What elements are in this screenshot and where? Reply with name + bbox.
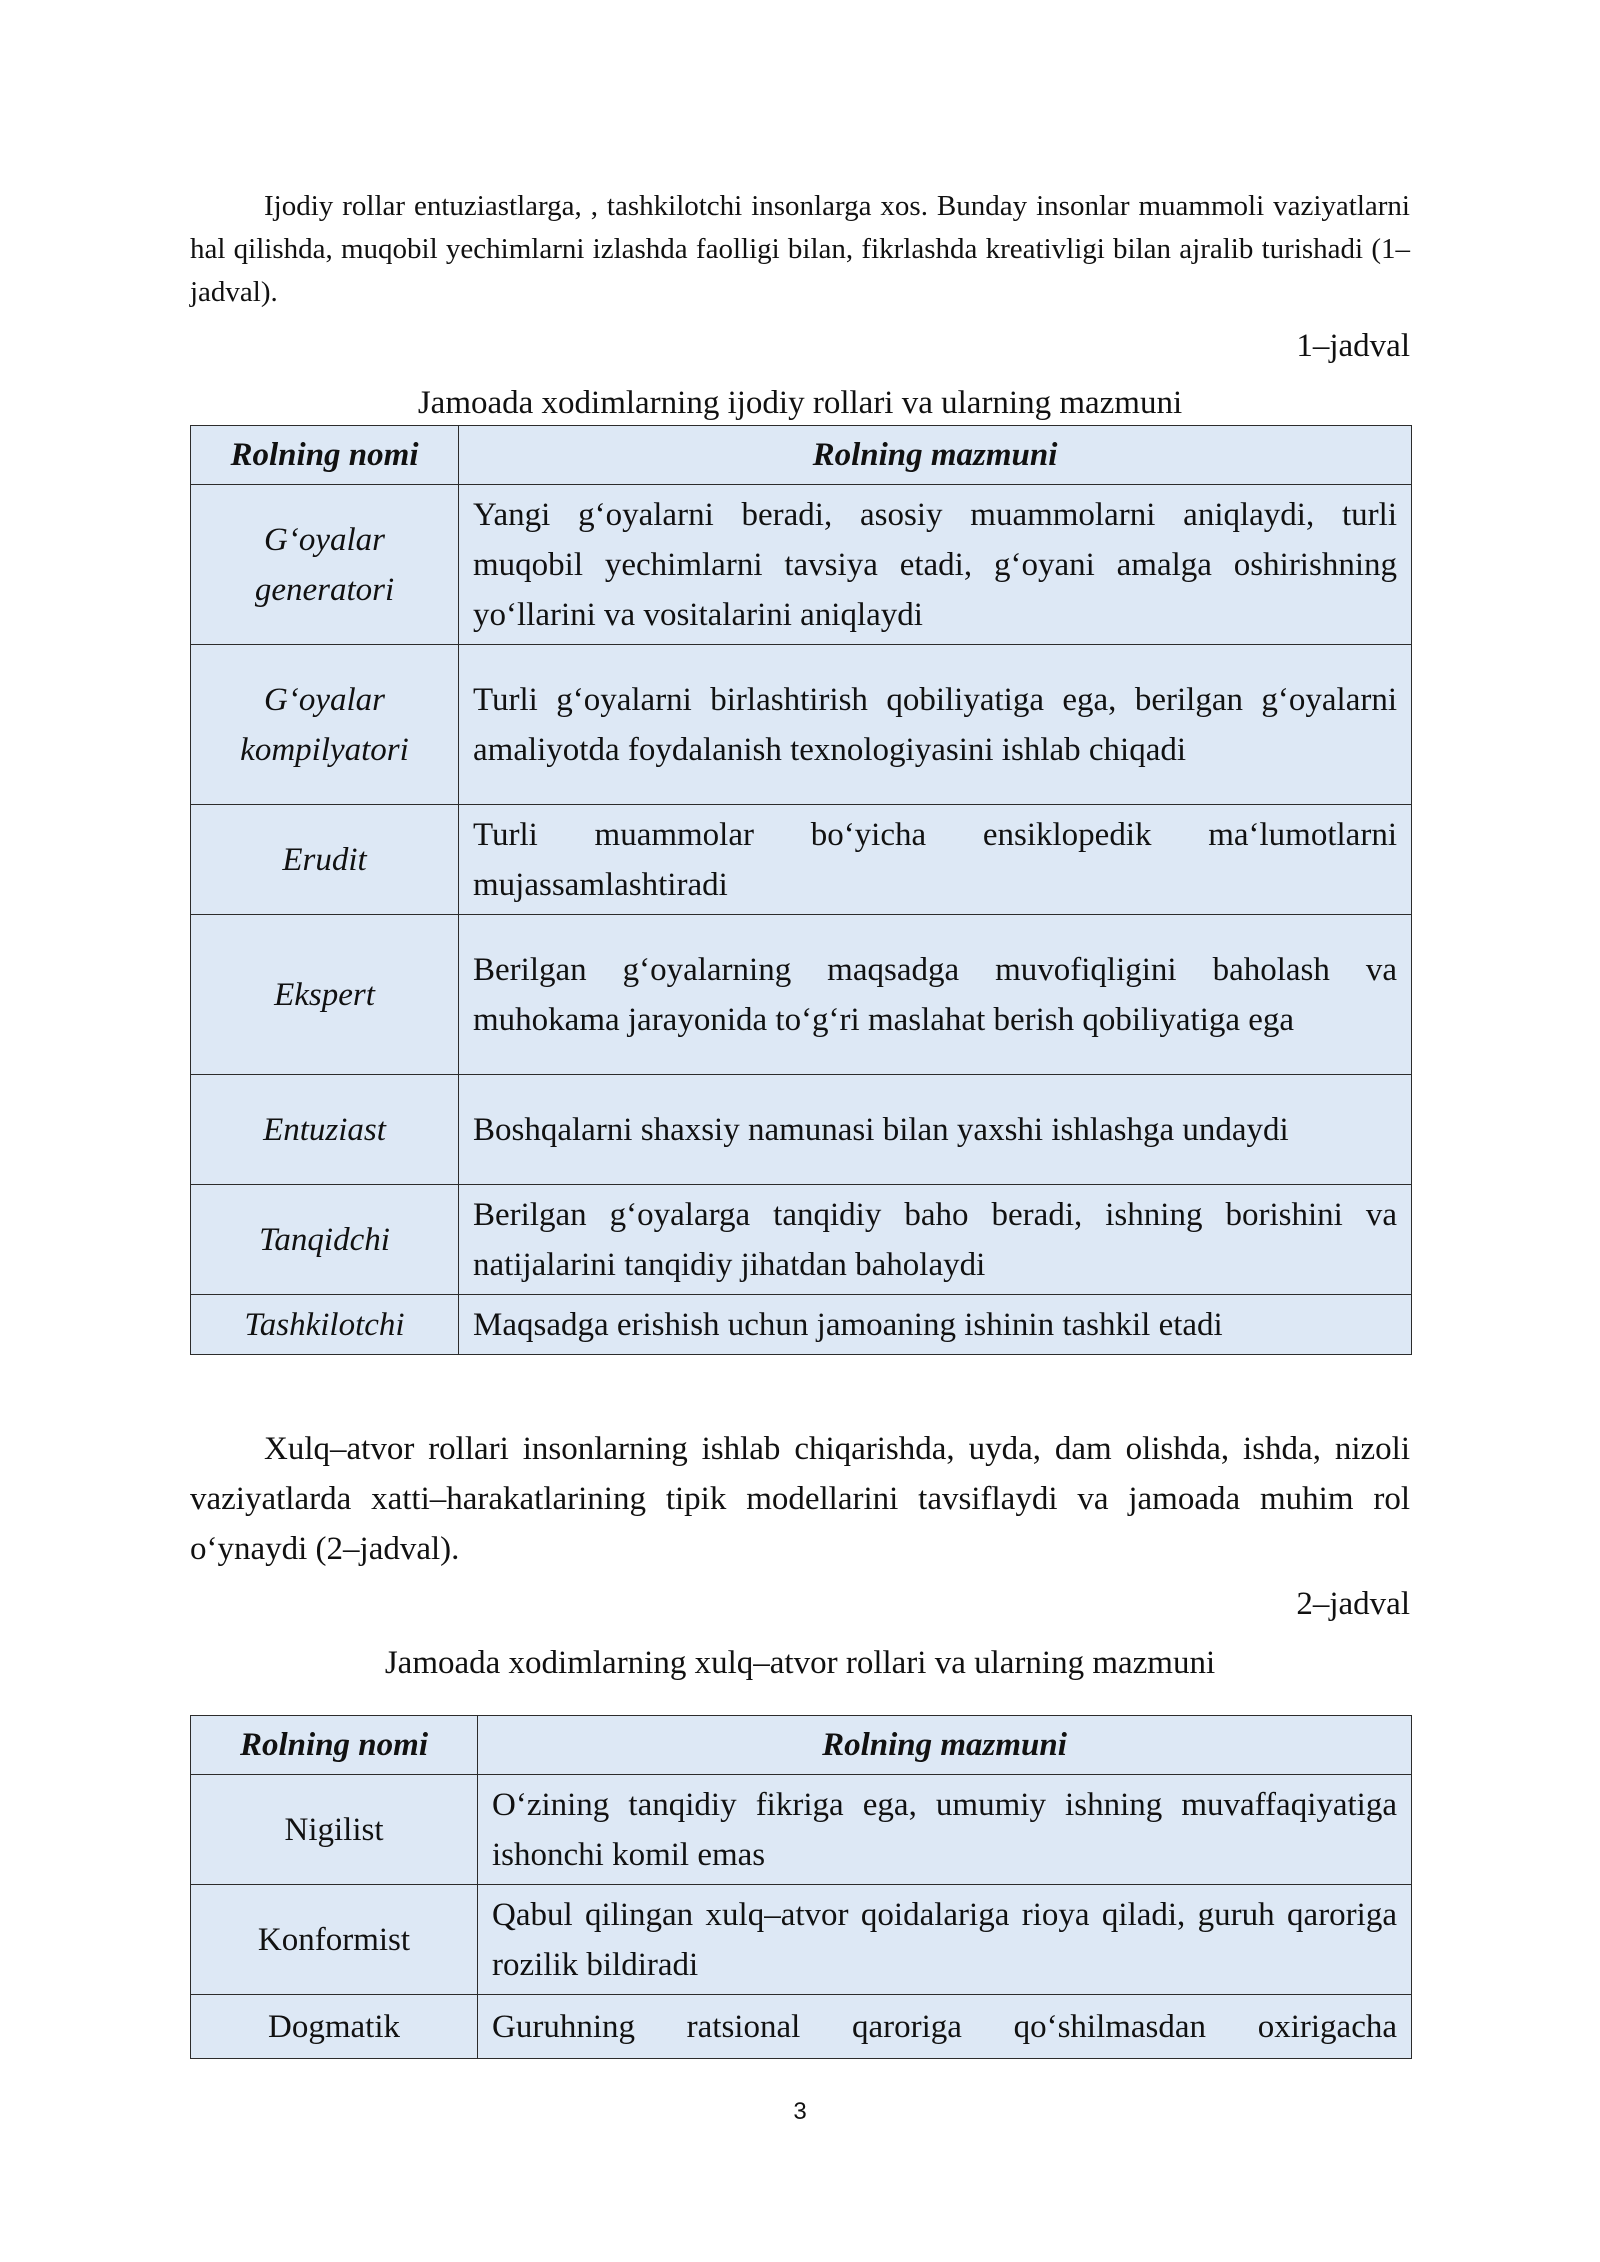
table1-header-name: Rolning nomi <box>191 426 459 485</box>
table2-header-row <box>191 1716 1412 1775</box>
role-content: Yangi g‘oyalarni beradi, asosiy muammolarni aniqlaydi, turli muqobil yechimlarni tavsiya etadi, g‘oyani amalga oshirishning yo‘llarini va vositalarini aniqlaydi <box>459 485 1412 645</box>
table1-header-content: Rolning mazmuni <box>459 426 1412 485</box>
table2 <box>190 1715 1412 2059</box>
role-content: Berilgan g‘oyalarga tanqidiy baho beradi, ishning borishini va natijalarini tanqidiy jihatdan baholaydi <box>459 1185 1412 1295</box>
table-row <box>191 1185 1412 1295</box>
table-row <box>191 1075 1412 1185</box>
role-name: Entuziast <box>191 1075 459 1185</box>
table-row <box>191 1995 1412 2059</box>
role-content: Turli g‘oyalarni birlashtirish qobiliyatiga ega, berilgan g‘oyalarni amaliyotda foydalanish texnologiyasini ishlab chiqadi <box>459 645 1412 805</box>
role-content: Berilgan g‘oyalarning maqsadga muvofiqligini baholash va muhokama jarayonida to‘g‘ri maslahat berish qobiliyatiga ega <box>459 915 1412 1075</box>
table-row <box>191 1885 1412 1995</box>
behavior-paragraph: Xulq–atvor rollari insonlarning ishlab chiqarishda, uyda, dam olishda, ishda, nizoli vaziyatlarda xatti–harakatlarining tipik modellarini tavsiflaydi va jamoada muhim rol o‘ynaydi (2–jadval). <box>190 1431 1410 1567</box>
role-name: Ekspert <box>191 915 459 1075</box>
table2-title: Jamoada xodimlarning xulq–atvor rollari va ularning mazmuni <box>384 1645 1216 1681</box>
role-content: Turli muammolar bo‘yicha ensiklopedik ma‘lumotlarni mujassamlashtiradi <box>459 805 1412 915</box>
table-row <box>191 1295 1412 1355</box>
role-name: Tanqidchi <box>191 1185 459 1295</box>
role-name: Nigilist <box>191 1775 478 1885</box>
table-row <box>191 915 1412 1075</box>
table2-header-name: Rolning nomi <box>191 1716 478 1775</box>
table1-title: Jamoada xodimlarning ijodiy rollari va ularning mazmuni <box>417 385 1183 421</box>
role-name: Tashkilotchi <box>191 1295 459 1355</box>
intro-paragraph: Ijodiy rollar entuziastlarga, , tashkilotchi insonlarga xos. Bunday insonlar muammoli vaziyatlarni hal qilishda, muqobil yechimlarni izlashda faolligi bilan, fikrlashda kreativligi bilan ajralib turishadi (1–jadval). <box>190 190 1410 308</box>
table2-number: 2–jadval <box>1296 1586 1410 1622</box>
role-content: Boshqalarni shaxsiy namunasi bilan yaxshi ishlashga undaydi <box>459 1075 1412 1185</box>
role-content: O‘zining tanqidiy fikriga ega, umumiy ishning muvaffaqiyatiga ishonchi komil emas <box>478 1775 1412 1885</box>
table1-header-row <box>191 426 1412 485</box>
table-row <box>191 485 1412 645</box>
table1-number: 1–jadval <box>1296 328 1410 364</box>
table1 <box>190 425 1412 1355</box>
table-row <box>191 805 1412 915</box>
role-name: Konformist <box>191 1885 478 1995</box>
role-name: Dogmatik <box>191 1995 478 2059</box>
page-content <box>190 185 1410 2059</box>
role-name: Erudit <box>191 805 459 915</box>
role-name: G‘oyalar kompilyatori <box>191 645 459 805</box>
table-row <box>191 645 1412 805</box>
table-row <box>191 1775 1412 1885</box>
role-name: G‘oyalar generatori <box>191 485 459 645</box>
role-content: Guruhning ratsional qaroriga qo‘shilmasdan oxirigacha <box>478 1995 1412 2059</box>
table2-header-content: Rolning mazmuni <box>478 1716 1412 1775</box>
role-content: Maqsadga erishish uchun jamoaning ishinin tashkil etadi <box>459 1295 1412 1355</box>
role-content: Qabul qilingan xulq–atvor qoidalariga rioya qiladi, guruh qaroriga rozilik bildiradi <box>478 1885 1412 1995</box>
page-number: 3 <box>793 2098 807 2125</box>
